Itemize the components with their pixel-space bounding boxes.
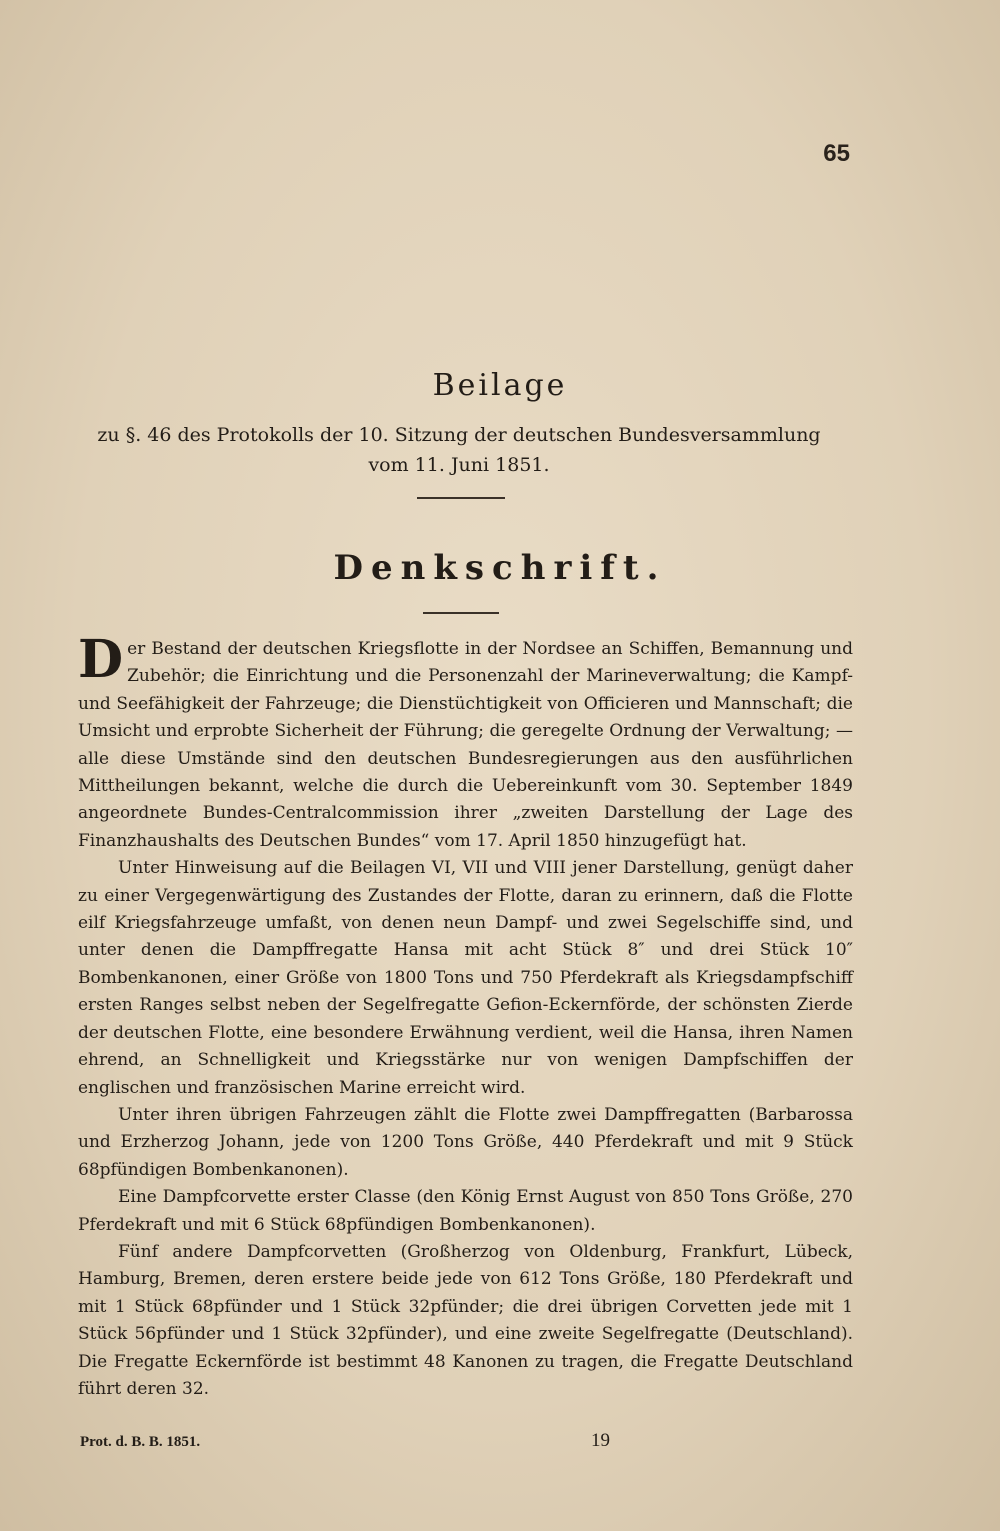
page-number: 65 bbox=[823, 140, 850, 167]
paragraph-3: Unter ihren übrigen Fahrzeugen zählt die Flotte zwei Dampffregatten (Barbarossa und Erzherzog Johann, jede von 1200 Tons Größe, 440 Pferdekraft und mit 9 Stück 68pfündigen Bombenkanonen). bbox=[78, 1104, 853, 1180]
document-title: Denkschrift. bbox=[333, 548, 667, 588]
paragraph-1-text: er Bestand der deutschen Kriegsflotte in der Nordsee an Schiffen, Bemannung und Zubehör; die Einrichtung und die Personenzahl der Marineverwaltung; die Kampf- und Seefähigkeit der Fahrzeuge; die Dienstüchtigkeit von Officieren und Mannschaft; die Umsicht und erprobte Sicherheit der Führung; die geregelte Ordnung der Verwaltung; — alle diese Umstände sind den deutschen Bundesregierungen aus den ausführlichen Mittheilungen bekannt, welche die durch die Uebereinkunft vom 30. September 1849 angeordnete Bundes-Centralcommission ihrer „zweiten Darstellung der Lage des Finanzhaushalts des Deutschen Bundes“ vom 17. April 1850 hinzugefügt hat. bbox=[78, 639, 853, 851]
subtitle bbox=[78, 420, 840, 480]
paragraph-1 bbox=[78, 629, 853, 855]
body-text bbox=[78, 629, 853, 1403]
footer-protocol-ref: Prot. d. B. B. 1851. bbox=[80, 1434, 201, 1450]
footer-signature: 19 bbox=[591, 1430, 610, 1451]
heading-beilage: Beilage bbox=[432, 368, 568, 403]
paragraph-5: Fünf andere Dampfcorvetten (Großherzog von Oldenburg, Frankfurt, Lübeck, Hamburg, Bremen, deren erstere beide jede von 612 Tons Größe, 180 Pferdekraft und mit 1 Stück 68pfünder und 1 Stück 32pfünder; die drei übrigen Corvetten jede mit 1 Stück 56pfünder und 1 Stück 32pfünder), und eine zweite Segelfregatte (Deutschland). Die Fregatte Eckernförde ist bestimmt 48 Kanonen zu tragen, die Fregatte Deutschland führt deren 32. bbox=[78, 1241, 853, 1399]
paragraph-2: Unter Hinweisung auf die Beilagen VI, VII und VIII jener Darstellung, genügt daher zu einer Vergegenwärtigung des Zustandes der Flotte, daran zu erinnern, daß die Flotte eilf Kriegsfahrzeuge umfaßt, von denen neun Dampf- und zwei Segelschiffe sind, und unter denen die Dampffregatte Hansa mit acht Stück 8″ und drei Stück 10″ Bombenkanonen, einer Größe von 1800 Tons und 750 Pferdekraft als Kriegsdampfschiff ersten Ranges selbst neben der Segelfregatte Gefion-Eckernförde, der schönsten Zierde der deutschen Flotte, eine besondere Erwähnung verdient, weil die Hansa, ihren Namen ehrend, an Schnelligkeit und Kriegsstärke nur von wenigen Dampfschiffen der englischen und französischen Marine erreicht wird. bbox=[78, 858, 853, 1098]
subtitle-line-2: vom 11. Juni 1851. bbox=[368, 454, 550, 476]
paragraph-4: Eine Dampfcorvette erster Classe (den König Ernst August von 850 Tons Größe, 270 Pferdekraft und mit 6 Stück 68pfündigen Bombenkanonen). bbox=[78, 1187, 853, 1235]
divider-top bbox=[417, 497, 505, 499]
divider-bottom bbox=[423, 612, 499, 614]
subtitle-line-1: zu §. 46 des Protokolls der 10. Sitzung der deutschen Bundesversammlung bbox=[97, 424, 821, 446]
drop-cap: D bbox=[78, 629, 124, 690]
